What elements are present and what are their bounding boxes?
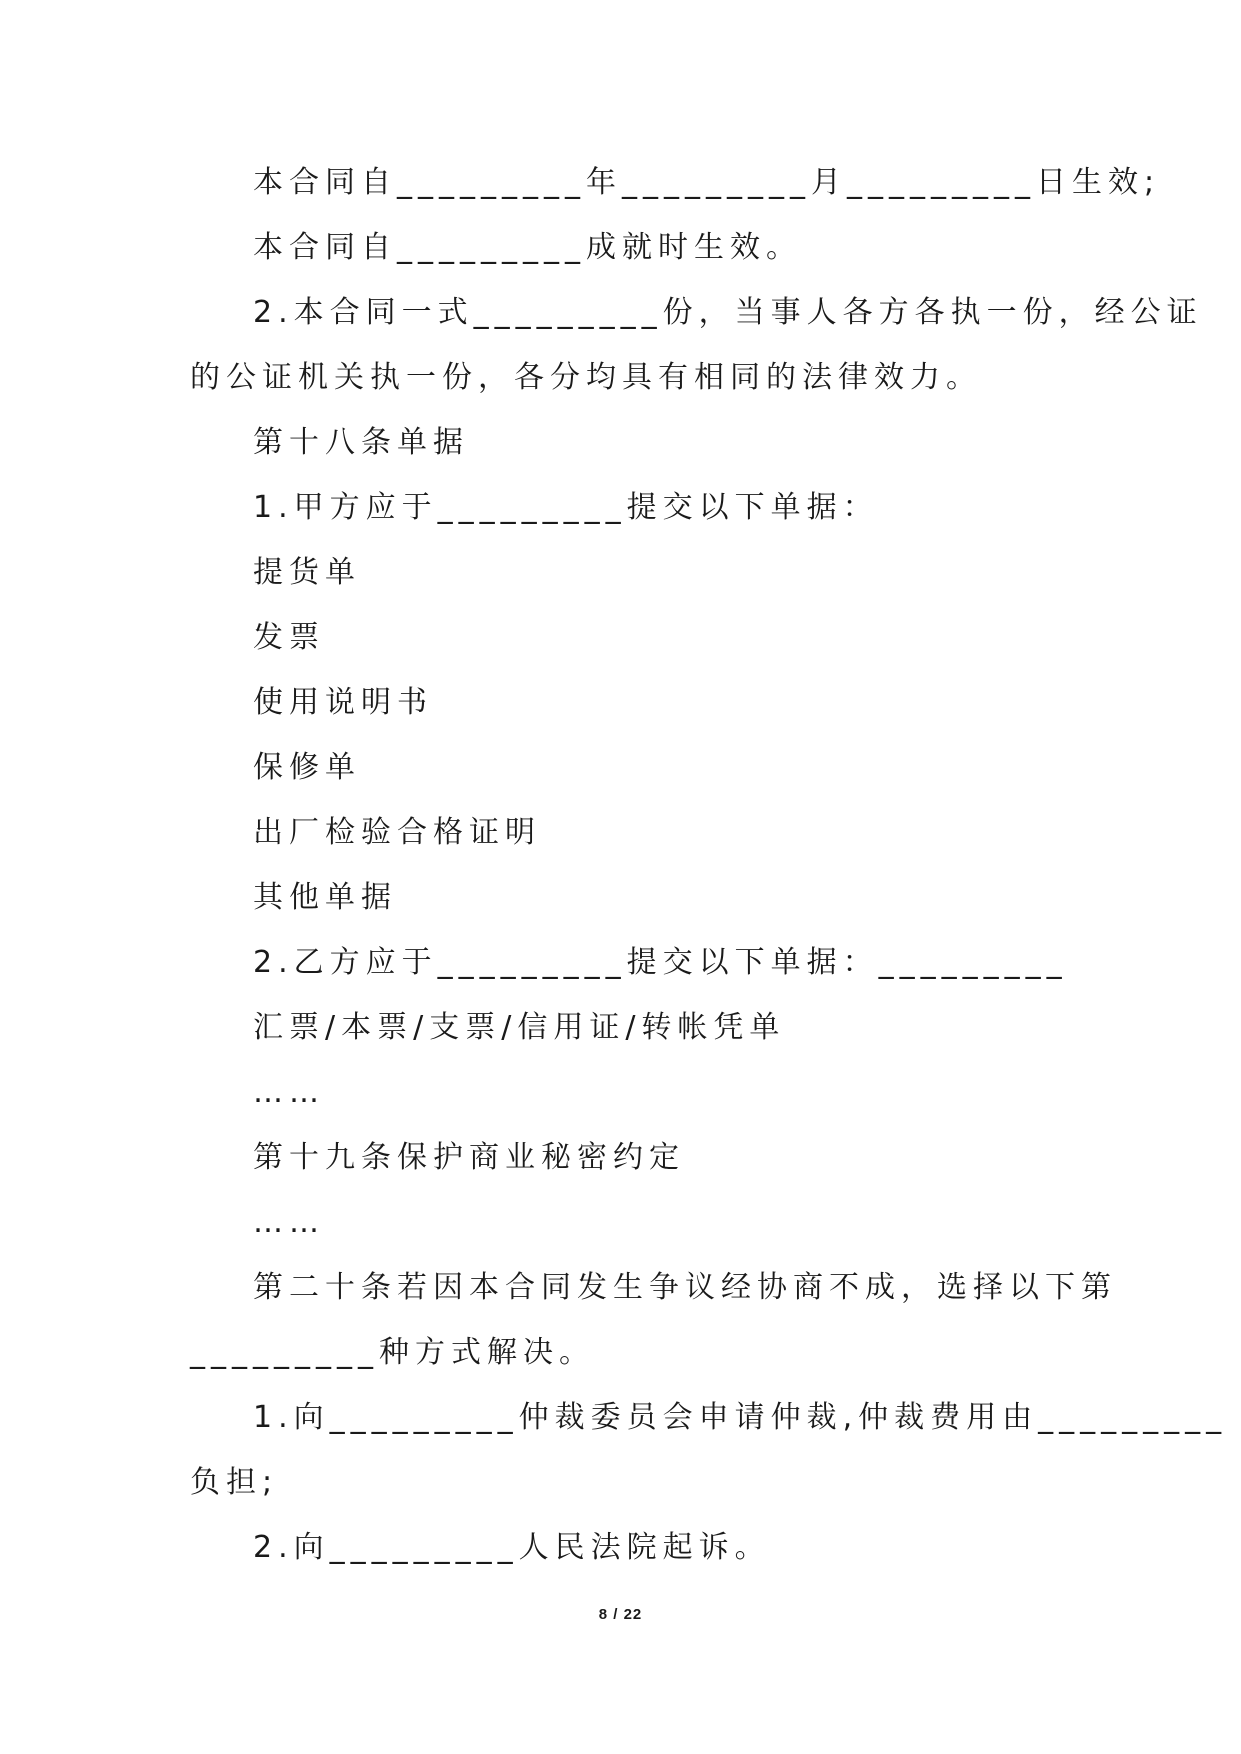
ellipsis: …… (253, 1075, 325, 1110)
list-item: 使用说明书 (253, 685, 433, 720)
article-18-heading: 第十八条单据 (253, 425, 469, 460)
arbitration-clause-line-1: 1.向_________仲裁委员会申请仲裁,仲裁费用由_________ (253, 1400, 1228, 1435)
list-item: 保修单 (253, 750, 361, 785)
copies-clause-line-2: 的公证机关执一份，各分均具有相同的法律效力。 (190, 360, 982, 395)
litigation-clause: 2.向_________人民法院起诉。 (253, 1530, 771, 1565)
list-item: 出厂检验合格证明 (253, 815, 541, 850)
article-19-heading: 第十九条保护商业秘密约定 (253, 1140, 685, 1175)
arbitration-clause-line-2: 负担; (190, 1465, 279, 1500)
list-item: 提货单 (253, 555, 361, 590)
effective-date-clause: 本合同自_________年_________月_________日生效; (253, 165, 1161, 200)
article-20-line-2: _________种方式解决。 (190, 1335, 595, 1370)
payment-instruments-line: 汇票/本票/支票/信用证/转帐凭单 (253, 1010, 786, 1045)
list-item: 其他单据 (253, 880, 397, 915)
party-b-documents-clause: 2.乙方应于_________提交以下单据：_________ (253, 945, 1068, 980)
article-20-line-1: 第二十条若因本合同发生争议经协商不成，选择以下第 (253, 1270, 1117, 1305)
ellipsis: …… (253, 1205, 325, 1240)
page-number: 8 / 22 (598, 1606, 643, 1623)
copies-clause-line-1: 2.本合同一式_________份，当事人各方各执一份，经公证 (253, 295, 1203, 330)
party-a-documents-clause: 1.甲方应于_________提交以下单据： (253, 490, 879, 525)
effective-condition-clause: 本合同自_________成就时生效。 (253, 230, 802, 265)
list-item: 发票 (253, 620, 325, 655)
